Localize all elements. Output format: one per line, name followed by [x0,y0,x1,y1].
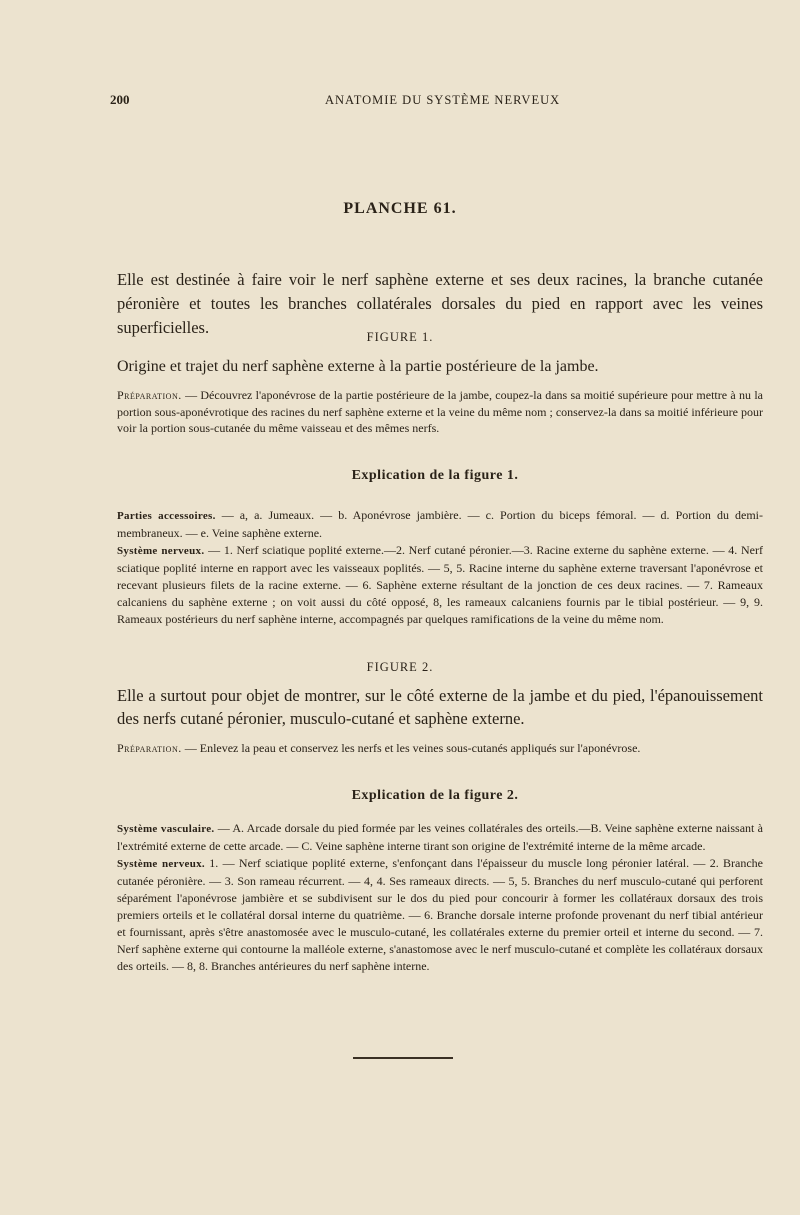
plate-title: PLANCHE 61. [343,200,457,217]
running-title: ANATOMIE DU SYSTÈME NERVEUX [325,93,561,107]
nerv-lead: Système nerveux. [117,858,205,870]
figure-2-preparation [117,740,763,757]
preparation-text: — Enlevez la peau et conservez les nerfs et les veines sous-cutanés appliqués sur l'aponévrose. [184,741,641,755]
closing-rule [353,1057,453,1059]
figure-2-explanation [117,820,763,975]
figure-1-explanation-title: Explication de la figure 1. [351,468,519,483]
nerv-text: 1. — Nerf sciatique poplité externe, s'enfonçant dans l'épaisseur du muscle long péronier latéral. — 2. Branche cutanée péronière. — 3. Son rameau récurrent. — 4, 4. Ses rameaux directs. — 5, 5. Branches du nerf musculo-cutané qui perforent séparément l'aponévrose jambière et se subdivisent sur le dos du pied pour concourir à former les collatéraux dorsaux des trois premiers orteils et le collatéral dorsal interne du quatrième. — 6. Branche dorsale interne profonde provenant du nerf tibial antérieur et fournissant, après s'être anastomosée avec le musculo-cutané, les collatérales externe du premier orteil et interne du second. — 7. Nerf saphène externe qui contourne la malléole externe, s'anastomose avec le nerf musculo-cutané et complète les collatéraux dorsaux des orteils. — 8, 8. Branches antérieures du nerf saphène interne. [117,856,764,973]
vasc-lead: Système vasculaire. [117,823,215,835]
parties-lead: Parties accessoires. [117,510,216,522]
figure-1-preparation [117,387,763,437]
systeme-text: — 1. Nerf sciatique poplité externe.—2. Nerf cutané péronier.—3. Racine externe du saphène externe. — 4. Nerf sciatique poplité interne en rapport avec les vaisseaux poplités. — 5, 5. Racine interne du saphène externe traversant l'aponévrose et recevant plusieurs filets de la racine externe. — 6. Saphène externe résultant de la jonction de ces deux racines. — 7. Rameaux calcaniens du saphène externe ; on voit aussi du côté opposé, 8, les rameaux calcaniens fournis par le tibial postérieur. — 9, 9. Rameaux postérieurs du nerf saphène interne, accompagnés par quelques ramifications de la veine du même nom. [117,543,764,626]
systeme-lead: Système nerveux. [117,545,205,557]
systeme-nerveux-paragraph [117,855,763,975]
preparation-text: — Découvrez l'aponévrose de la partie postérieure de la jambe, coupez-la dans sa moitié supérieure pour mettre à nu la portion sous-aponévrotique des racines du nerf saphène externe et la veine du même nom ; conservez-la dans sa moitié inférieure pour voir la portion sous-cutanée du même vaisseau et des mêmes nerfs. [117,388,764,435]
figure-1-explanation [117,507,763,628]
parties-text: — a, a. Jumeaux. — b. Aponévrose jambière. — c. Portion du biceps fémoral. — d. Portion du demi-membraneux. — e. Veine saphène externe. [117,508,763,540]
figure-2-label: FIGURE 2. [366,660,434,674]
systeme-vasculaire-paragraph [117,820,763,855]
vasc-text: — A. Arcade dorsale du pied formée par les veines collatérales des orteils.—B. Veine saphène externe naissant à l'extrémité externe de cette arcade. — C. Veine saphène interne tirant son origine de l'extrémité interne de la même arcade. [117,821,763,853]
page-header [110,92,760,112]
plate-intro: Elle est destinée à faire voir le nerf saphène externe et ses deux racines, la branche cutanée péronière et toutes les branches collatérales dorsales du pied en rapport avec les veines superficielles. [117,270,763,337]
preparation-lead: Préparation. [117,388,182,402]
figure-1-label: FIGURE 1. [366,330,434,344]
preparation-lead: Préparation. [117,741,182,755]
figure-2-intro: Elle a surtout pour objet de montrer, sur le côté externe de la jambe et du pied, l'épanouissement des nerfs cutané péronier, musculo-cutané et saphène externe. [117,686,763,728]
parties-accessoires-paragraph [117,507,763,542]
page-number: 200 [110,92,130,107]
figure-2-explanation-title: Explication de la figure 2. [351,788,519,803]
figure-1-subtitle: Origine et trajet du nerf saphène externe à la partie postérieure de la jambe. [117,358,599,375]
systeme-nerveux-paragraph [117,542,763,628]
